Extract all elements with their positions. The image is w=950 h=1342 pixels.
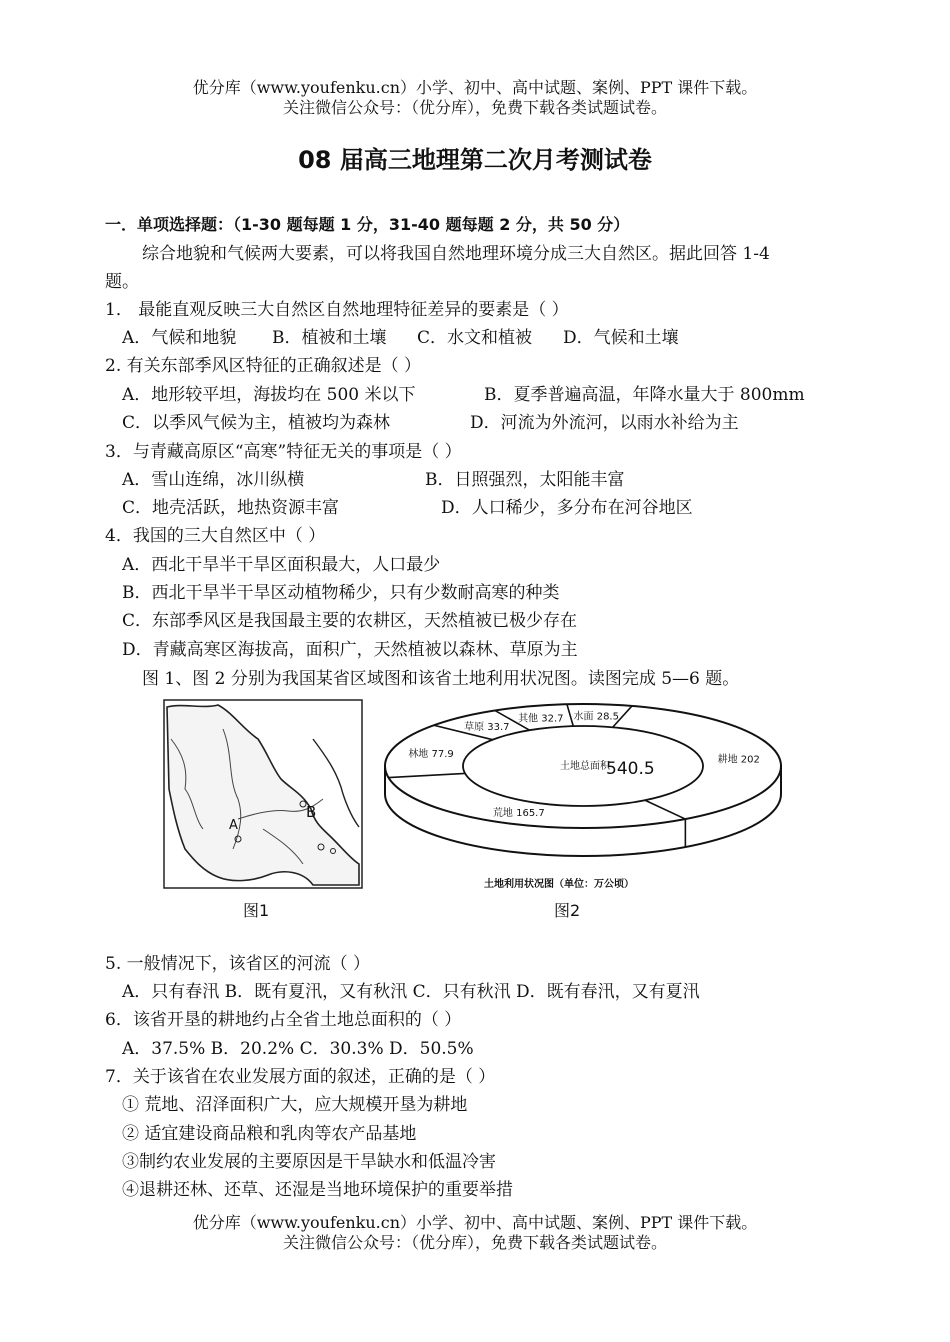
point-b-label: B	[306, 803, 317, 821]
q1-stem: 1． 最能直观反映三大自然区自然地理特征差异的要素是（ ）	[105, 300, 569, 320]
q4-option-c: C．东部季风区是我国最主要的农耕区，天然植被已极少存在	[122, 611, 578, 631]
chart-caption: 土地利用状况图（单位：万公顷）	[484, 879, 634, 890]
section-heading: 一．单项选择题：（1-30 题每题 1 分，31-40 题每题 2 分，共 50 分）	[105, 215, 630, 234]
slice-label-3: 草原 33.7	[464, 721, 510, 733]
q1-option-a: A．气候和地貌	[122, 328, 237, 348]
figure-1-label: 图1	[243, 901, 270, 920]
q6-options: A．37.5% B．20.2% C．30.3% D．50.5%	[122, 1039, 474, 1059]
q1-option-d: D．气候和土壤	[563, 328, 679, 348]
slice-label-4: 其他 32.7	[518, 713, 564, 725]
q1-option-b: B．植被和土壤	[272, 328, 387, 348]
center-label: 土地总面积	[560, 761, 610, 772]
slice-label-1: 荒地 165.7	[492, 808, 545, 820]
intro-line-1: 综合地貌和气候两大要素，可以将我国自然地理环境分成三大自然区。据此回答 1-4	[142, 244, 770, 264]
slice-label-0: 耕地 202	[717, 754, 760, 766]
q5-options: A．只有春汛 B．既有夏汛，又有秋汛 C．只有秋汛 D．既有春汛，又有夏汛	[122, 982, 700, 1002]
q4-option-d: D．青藏高寒区海拔高，面积广，天然植被以森林、草原为主	[122, 640, 578, 660]
slice-label-5: 水面 28.5	[573, 711, 619, 723]
figure-2-label: 图2	[554, 901, 581, 920]
point-a-label: A	[229, 818, 238, 833]
q2-stem: 2. 有关东部季风区特征的正确叙述是（ ）	[105, 356, 422, 376]
q2-option-d: D．河流为外流河，以雨水补给为主	[470, 413, 739, 433]
q2-option-c: C．以季风气候为主，植被均为森林	[122, 413, 391, 433]
q2-option-b: B．夏季普遍高温，年降水量大于 800mm	[484, 385, 805, 405]
q5-stem: 5. 一般情况下，该省区的河流（ ）	[105, 954, 371, 974]
q7-statement-2: ② 适宜建设商品粮和乳肉等农产品基地	[122, 1124, 417, 1144]
intro-line-2: 题。	[105, 272, 139, 292]
q3-option-d: D．人口稀少，多分布在河谷地区	[441, 498, 693, 518]
q1-option-c: C．水文和植被	[417, 328, 533, 348]
q4-stem: 4．我国的三大自然区中（ ）	[105, 526, 326, 546]
header-line-2: 关注微信公众号：（优分库），免费下载各类试题试卷。	[282, 98, 667, 117]
q7-stem: 7．关于该省在农业发展方面的叙述，正确的是（ ）	[105, 1067, 496, 1087]
figure-2-land-use-chart	[378, 696, 788, 896]
footer-line-1: 优分库（www.youfenku.cn）小学、初中、高中试题、案例、PPT 课件下载。	[192, 1213, 758, 1232]
center-value: 540.5	[606, 759, 655, 779]
q3-option-b: B．日照强烈，太阳能丰富	[425, 470, 625, 490]
q7-statement-3: ③制约农业发展的主要原因是干旱缺水和低温冷害	[122, 1152, 496, 1172]
q2-option-a: A．地形较平坦，海拔均在 500 米以下	[122, 385, 416, 405]
q3-option-a: A．雪山连绵，冰川纵横	[122, 470, 305, 490]
slice-label-2: 林地 77.9	[408, 748, 454, 760]
figure-intro: 图 1、图 2 分别为我国某省区域图和该省土地利用状况图。读图完成 5—6 题。	[142, 669, 740, 689]
q7-statement-4: ④退耕还林、还草、还湿是当地环境保护的重要举措	[122, 1180, 513, 1200]
q6-stem: 6．该省开垦的耕地约占全省土地总面积的（ ）	[105, 1010, 462, 1030]
q3-option-c: C．地壳活跃，地热资源丰富	[122, 498, 340, 518]
q4-option-b: B．西北干旱半干旱区动植物稀少，只有少数耐高寒的种类	[122, 583, 560, 603]
header-line-1: 优分库（www.youfenku.cn）小学、初中、高中试题、案例、PPT 课件下载。	[192, 78, 758, 97]
q4-option-a: A．西北干旱半干旱区面积最大，人口最少	[122, 555, 441, 575]
figure-1-map	[163, 699, 363, 889]
q3-stem: 3．与青藏高原区“高寒”特征无关的事项是（ ）	[105, 442, 462, 462]
page-title: 08 届高三地理第二次月考测试卷	[298, 146, 652, 174]
q7-statement-1: ① 荒地、沼泽面积广大，应大规模开垦为耕地	[122, 1095, 468, 1115]
footer-line-2: 关注微信公众号：（优分库），免费下载各类试题试卷。	[282, 1233, 667, 1252]
